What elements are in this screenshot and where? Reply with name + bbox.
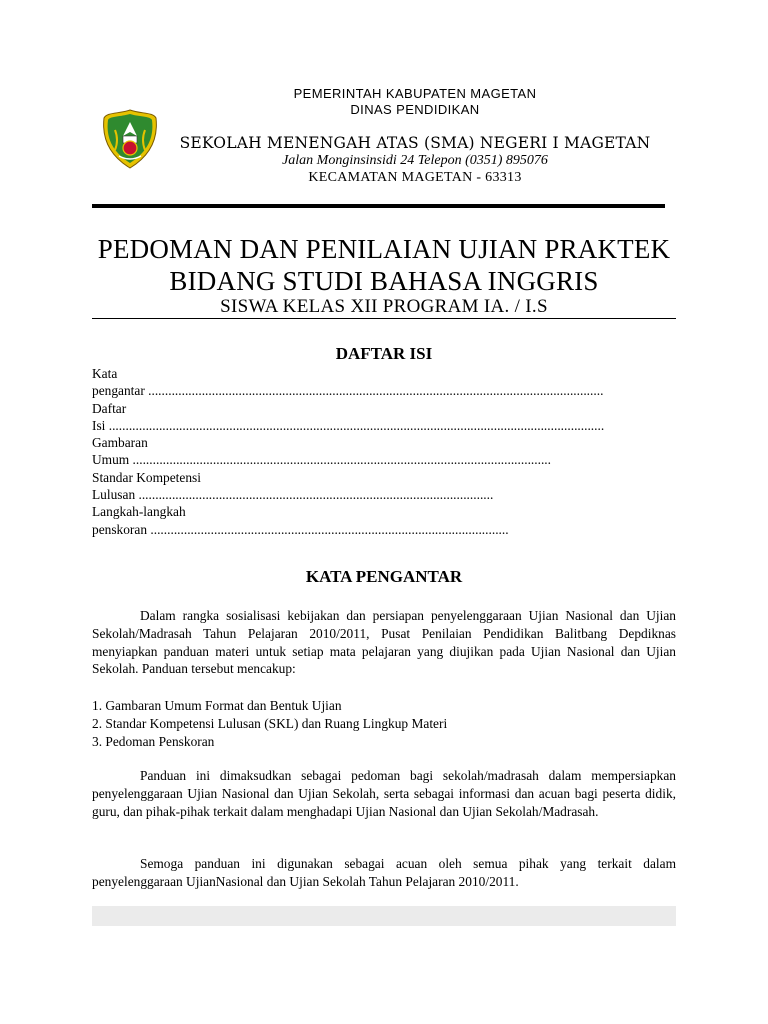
toc-line: Lulusan .......................................................................................................... [92, 487, 494, 503]
letterhead-divider [92, 204, 665, 208]
foreword-list [92, 697, 676, 750]
list-item: 3. Pedoman Penskoran [92, 733, 215, 749]
document-title-line-1: PEDOMAN DAN PENILAIAN UJIAN PRAKTEK [97, 234, 671, 264]
foreword-paragraph-3 [92, 855, 676, 891]
list-item: 2. Standar Kompetensi Lulusan (SKL) dan Ruang Lingkup Materi [92, 715, 448, 731]
letterhead-government: PEMERINTAH KABUPATEN MAGETAN [293, 86, 537, 101]
toc-line: pengantar ........................................................................................................................................ [92, 383, 604, 399]
foreword-heading: KATA PENGANTAR [305, 567, 463, 586]
foreword-paragraph-1 [92, 607, 676, 678]
toc-line: Daftar [92, 400, 127, 416]
paragraph-text: Dalam rangka sosialisasi kebijakan dan persiapan penyelenggaraan Ujian Nasional dan Ujian Sekolah/Madrasah Tahun Pelajaran 2010/2011, Pusat Penilaian Pendidikan Balitbang Depdiknas menyiapkan panduan materi untuk setiap mata pelajaran yang diujikan pada Ujian Nasional dan Ujian Sekolah. Panduan tersebut mencakup: [92, 608, 676, 677]
regency-crest-icon [101, 108, 159, 170]
toc-line: Kata [92, 366, 118, 381]
letterhead-department: DINAS PENDIDIKAN [350, 102, 480, 117]
toc-line: penskoran ........................................................................................................... [92, 521, 509, 537]
table-of-contents [92, 365, 676, 538]
foreword-paragraph-2 [92, 767, 676, 820]
letterhead-address: Jalan Monginsinsidi 24 Telepon (0351) 895076 [282, 153, 548, 168]
toc-line: Isi .................................................................................................................................................... [92, 417, 605, 433]
toc-line: Langkah-langkah [92, 504, 186, 520]
toc-heading: DAFTAR ISI [335, 344, 433, 363]
toc-line: Standar Kompetensi [92, 469, 201, 485]
letterhead-school-name: SEKOLAH MENENGAH ATAS (SMA) NEGERI I MAGETAN [179, 134, 651, 152]
paragraph-text: Panduan ini dimaksudkan sebagai pedoman bagi sekolah/madrasah dalam mempersiapkan penyelenggaraan Ujian Nasional dan Ujian Sekolah, serta sebagai informasi dan acuan bagi peserta didik, guru, dan pihak-pihak terkait dalam menghadapi Ujian Nasional dan Ujian Sekolah/Madrasah. [92, 768, 676, 819]
page-footer-bar [92, 906, 676, 926]
document-title-line-2: BIDANG STUDI BAHASA INGGRIS [169, 266, 599, 296]
letterhead-district: KECAMATAN MAGETAN - 63313 [308, 170, 522, 185]
document-subtitle: SISWA KELAS XII PROGRAM IA. / I.S [220, 296, 548, 317]
toc-line: Umum ............................................................................................................................. [92, 452, 552, 468]
toc-line: Gambaran [92, 435, 148, 451]
title-divider [92, 318, 676, 319]
list-item: 1. Gambaran Umum Format dan Bentuk Ujian [92, 698, 342, 713]
paragraph-text: Semoga panduan ini digunakan sebagai acuan oleh semua pihak yang terkait dalam penyelenggaraan UjianNasional dan Ujian Sekolah Tahun Pelajaran 2010/2011. [92, 856, 676, 889]
